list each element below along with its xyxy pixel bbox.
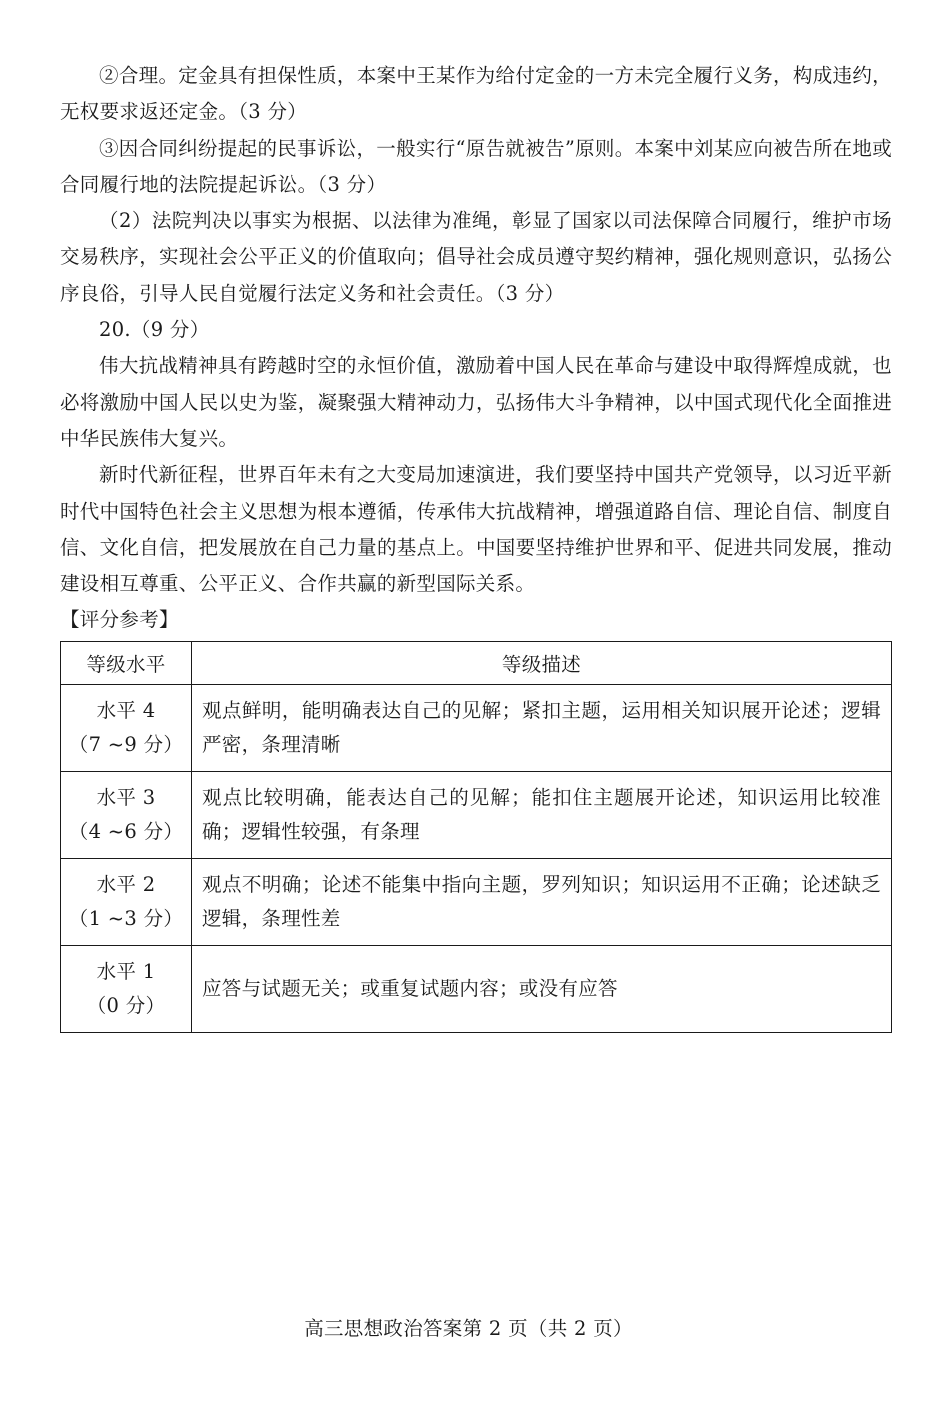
- answer-paragraph-3: ③因合同纠纷提起的民事诉讼，一般实行“原告就被告”原则。本案中刘某应向被告所在地或合同履行地的法院提起诉讼。（3 分）: [60, 136, 892, 196]
- description-column-header: 等级描述: [192, 642, 892, 685]
- level-label: 水平 3: [96, 786, 156, 809]
- level-label: 水平 4: [96, 699, 156, 722]
- grading-table: [60, 641, 892, 1033]
- table-row: [61, 685, 892, 772]
- question-20-heading: 20.（9 分）: [99, 318, 210, 342]
- description-cell: 观点不明确；论述不能集中指向主题，罗列知识；知识运用不正确；论述缺乏逻辑，条理性差: [192, 859, 892, 946]
- level-column-header: 等级水平: [61, 642, 192, 685]
- level-score: （4 ~6 分）: [68, 820, 184, 843]
- level-cell: [61, 946, 192, 1033]
- description-cell: 观点鲜明，能明确表达自己的见解；紧扣主题，运用相关知识展开论述；逻辑严密，条理清晰: [192, 685, 892, 772]
- level-score: （0 分）: [86, 994, 166, 1017]
- answer-text-block: [60, 58, 892, 638]
- level-score: （7 ~9 分）: [68, 733, 184, 756]
- table-row: [61, 859, 892, 946]
- answer-paragraph-2: ②合理。定金具有担保性质，本案中王某作为给付定金的一方未完全履行义务，构成违约，无权要求返还定金。（3 分）: [60, 64, 892, 124]
- level-label: 水平 1: [96, 960, 156, 983]
- answer-20-paragraph-1: 伟大抗战精神具有跨越时空的永恒价值，激励着中国人民在革命与建设中取得辉煌成就，也必将激励中国人民以史为鉴，凝聚强大精神动力，弘扬伟大斗争精神，以中国式现代化全面推进中华民族伟大复兴。: [60, 354, 892, 450]
- level-cell: [61, 859, 192, 946]
- level-cell: [61, 685, 192, 772]
- level-score: （1 ~3 分）: [68, 907, 184, 930]
- answer-paragraph-part2: （2）法院判决以事实为根据、以法律为准绳，彰显了国家以司法保障合同履行，维护市场交易秩序，实现社会公平正义的价值取向；倡导社会成员遵守契约精神，强化规则意识，弘扬公序良俗，引导人民自觉履行法定义务和社会责任。（3 分）: [60, 209, 892, 305]
- table-row: [61, 946, 892, 1033]
- table-row: [61, 772, 892, 859]
- page-footer: 高三思想政治答案第 2 页（共 2 页）: [304, 1317, 633, 1340]
- level-label: 水平 2: [96, 873, 156, 896]
- description-cell: 观点比较明确，能表达自己的见解；能扣住主题展开论述，知识运用比较准确；逻辑性较强，有条理: [192, 772, 892, 859]
- description-cell: 应答与试题无关；或重复试题内容；或没有应答: [192, 946, 892, 1033]
- level-cell: [61, 772, 192, 859]
- grading-table-header-row: [61, 642, 892, 685]
- answer-20-paragraph-2: 新时代新征程，世界百年未有之大变局加速演进，我们要坚持中国共产党领导，以习近平新时代中国特色社会主义思想为根本遵循，传承伟大抗战精神，增强道路自信、理论自信、制度自信、文化自信，把发展放在自己力量的基点上。中国要坚持维护世界和平、促进共同发展，推动建设相互尊重、公平正义、合作共赢的新型国际关系。: [60, 463, 892, 596]
- grading-reference-heading: 【评分参考】: [60, 608, 179, 632]
